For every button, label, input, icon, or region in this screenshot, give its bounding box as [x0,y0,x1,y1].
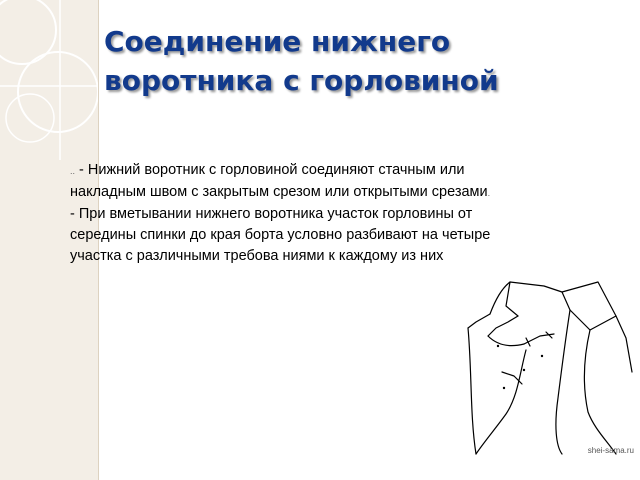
figure-caption: shei-sama.ru [587,446,634,455]
collar-sketch-icon [466,276,636,456]
paragraph-2-text: - При вметывании нижнего воротника участок горловины от середины спинки до края борта условно разбивают на четыре участка с различными требова ниями к каждому из них [70,206,491,264]
paragraph-2 [70,204,510,267]
paragraph-1-text: - Нижний воротник с горловиной соединяют стачным или накладным швом с закрытым срезом или открытыми срезами [70,162,488,200]
slide-title: Соединение нижнего воротника с горловиной [104,25,499,97]
paragraph-1 [70,160,510,204]
paragraph-1-end: . [487,188,491,198]
collar-diagram [466,276,636,456]
body-text [70,160,510,267]
bullet-marker: .. [70,166,76,176]
